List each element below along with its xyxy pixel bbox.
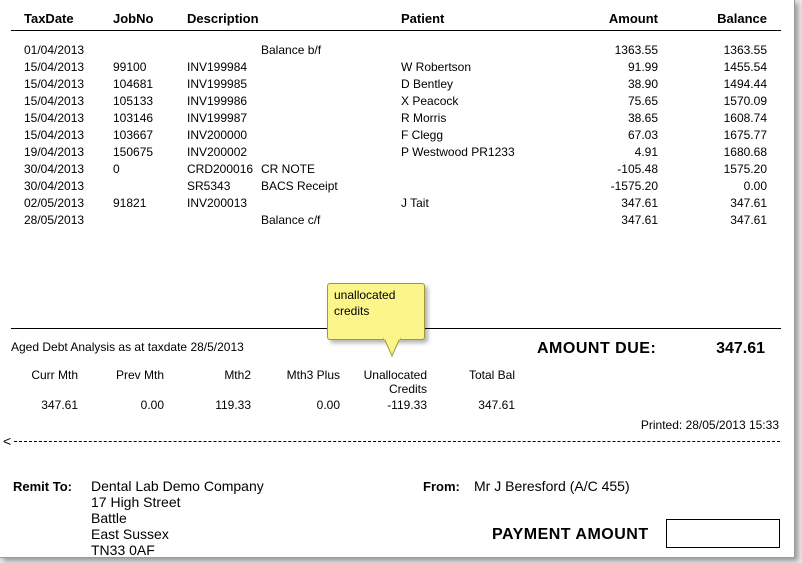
table-row <box>0 111 794 128</box>
row-balance: 1680.68 <box>723 145 767 159</box>
row-amount: 91.99 <box>627 60 658 74</box>
unallocated-credits-callout <box>327 283 425 340</box>
row-amount: 347.61 <box>621 196 658 210</box>
row-patient: P Westwood PR1233 <box>401 145 515 159</box>
row-jobno: 105133 <box>113 94 154 108</box>
row-jobno: 99100 <box>113 60 147 74</box>
header-rule <box>11 30 781 31</box>
row-description: SR5343 <box>187 179 231 193</box>
row-amount: 347.61 <box>621 213 658 227</box>
row-balance: 1494.44 <box>723 77 767 91</box>
table-row <box>0 77 794 94</box>
row-amount: 38.90 <box>627 77 658 91</box>
from-value: Mr J Beresford (A/C 455) <box>474 478 630 494</box>
remittance-cut-line <box>14 441 780 442</box>
row-description: INV200002 <box>187 145 248 159</box>
row-description: INV200000 <box>187 128 248 142</box>
row-description-extra: CR NOTE <box>261 162 315 176</box>
table-row <box>0 60 794 77</box>
row-description-extra: Balance b/f <box>261 43 322 57</box>
aged-val-mth2: 119.33 <box>215 398 251 412</box>
row-balance: 1570.09 <box>723 94 767 108</box>
remit-line: 17 High Street <box>91 494 181 510</box>
payment-amount-label: PAYMENT AMOUNT <box>492 526 649 543</box>
row-jobno: 91821 <box>113 196 147 210</box>
row-patient: F Clegg <box>401 128 444 142</box>
row-jobno: 150675 <box>113 145 154 159</box>
aged-col-curr-mth: Curr Mth <box>31 368 78 382</box>
row-jobno: 103667 <box>113 128 154 142</box>
row-patient: R Morris <box>401 111 447 125</box>
row-date: 15/04/2013 <box>24 128 85 142</box>
row-description-extra: BACS Receipt <box>261 179 338 193</box>
remit-line: TN33 0AF <box>91 542 155 558</box>
table-row <box>0 179 794 196</box>
table-row <box>0 43 794 60</box>
col-jobno: JobNo <box>113 11 154 26</box>
payment-amount-box[interactable] <box>666 519 780 548</box>
aged-val-total-bal: 347.61 <box>478 398 515 412</box>
row-balance: 1608.74 <box>723 111 767 125</box>
row-date: 30/04/2013 <box>24 162 85 176</box>
aged-col-prev-mth: Prev Mth <box>115 368 164 382</box>
row-description: INV199984 <box>187 60 248 74</box>
row-description: INV199987 <box>187 111 248 125</box>
col-balance: Balance <box>717 11 767 26</box>
col-taxdate: TaxDate <box>24 11 74 26</box>
aged-val-mth3-plus: 0.00 <box>316 398 340 412</box>
table-row <box>0 94 794 111</box>
amount-due-label: AMOUNT DUE: <box>537 340 657 357</box>
aged-debt-title: Aged Debt Analysis as at taxdate 28/5/2013 <box>11 340 244 354</box>
row-balance: 1575.20 <box>723 162 767 176</box>
row-patient: D Bentley <box>401 77 454 91</box>
row-amount: 75.65 <box>627 94 658 108</box>
row-patient: X Peacock <box>401 94 459 108</box>
row-balance: 347.61 <box>730 213 767 227</box>
col-amount: Amount <box>608 11 658 26</box>
callout-text: unallocated credits <box>334 288 396 318</box>
from-label: From: <box>423 479 460 494</box>
table-row <box>0 196 794 213</box>
callout-pointer <box>380 336 404 360</box>
row-amount: 4.91 <box>634 145 658 159</box>
table-row <box>0 213 794 230</box>
col-patient: Patient <box>401 11 445 26</box>
table-row <box>0 162 794 179</box>
remit-line: Dental Lab Demo Company <box>91 478 264 494</box>
row-date: 15/04/2013 <box>24 60 85 74</box>
amount-due-value: 347.61 <box>716 340 765 357</box>
row-balance: 0.00 <box>743 179 767 193</box>
row-date: 02/05/2013 <box>24 196 85 210</box>
table-row <box>0 128 794 145</box>
row-date: 15/04/2013 <box>24 111 85 125</box>
row-balance: 1455.54 <box>723 60 767 74</box>
row-jobno: 103146 <box>113 111 154 125</box>
row-jobno: 0 <box>113 162 120 176</box>
cut-marker: < <box>3 433 12 449</box>
row-balance: 1675.77 <box>723 128 767 142</box>
row-patient: W Robertson <box>401 60 472 74</box>
row-date: 28/05/2013 <box>24 213 85 227</box>
aged-col-mth2: Mth2 <box>224 368 251 382</box>
aged-col-credits: Credits <box>388 382 427 396</box>
printed-timestamp: Printed: 28/05/2013 15:33 <box>640 418 779 432</box>
aged-val-unallocated: -119.33 <box>387 398 427 412</box>
remit-line: Battle <box>91 510 127 526</box>
row-date: 19/04/2013 <box>24 145 85 159</box>
row-amount: -1575.20 <box>610 179 658 193</box>
row-description: INV199986 <box>187 94 248 108</box>
row-balance: 347.61 <box>730 196 767 210</box>
aged-val-curr-mth: 347.61 <box>41 398 78 412</box>
col-description: Description <box>187 11 259 26</box>
aged-col-total-bal: Total Bal <box>468 368 515 382</box>
row-amount: -105.48 <box>617 162 658 176</box>
row-date: 15/04/2013 <box>24 77 85 91</box>
row-jobno: 104681 <box>113 77 154 91</box>
remit-to-label: Remit To: <box>13 479 72 494</box>
row-description: CRD200016 <box>187 162 254 176</box>
aged-col-mth3-plus: Mth3 Plus <box>286 368 340 382</box>
row-date: 15/04/2013 <box>24 94 85 108</box>
row-date: 30/04/2013 <box>24 179 85 193</box>
row-amount: 1363.55 <box>614 43 658 57</box>
row-description: INV200013 <box>187 196 248 210</box>
remit-line: East Sussex <box>91 526 169 542</box>
row-description-extra: Balance c/f <box>261 213 321 227</box>
row-amount: 38.65 <box>627 111 658 125</box>
row-description: INV199985 <box>187 77 248 91</box>
row-date: 01/04/2013 <box>24 43 85 57</box>
row-amount: 67.03 <box>627 128 658 142</box>
aged-col-unallocated: Unallocated <box>363 368 427 382</box>
aged-val-prev-mth: 0.00 <box>140 398 164 412</box>
row-balance: 1363.55 <box>723 43 767 57</box>
row-patient: J Tait <box>401 196 429 210</box>
table-row <box>0 145 794 162</box>
